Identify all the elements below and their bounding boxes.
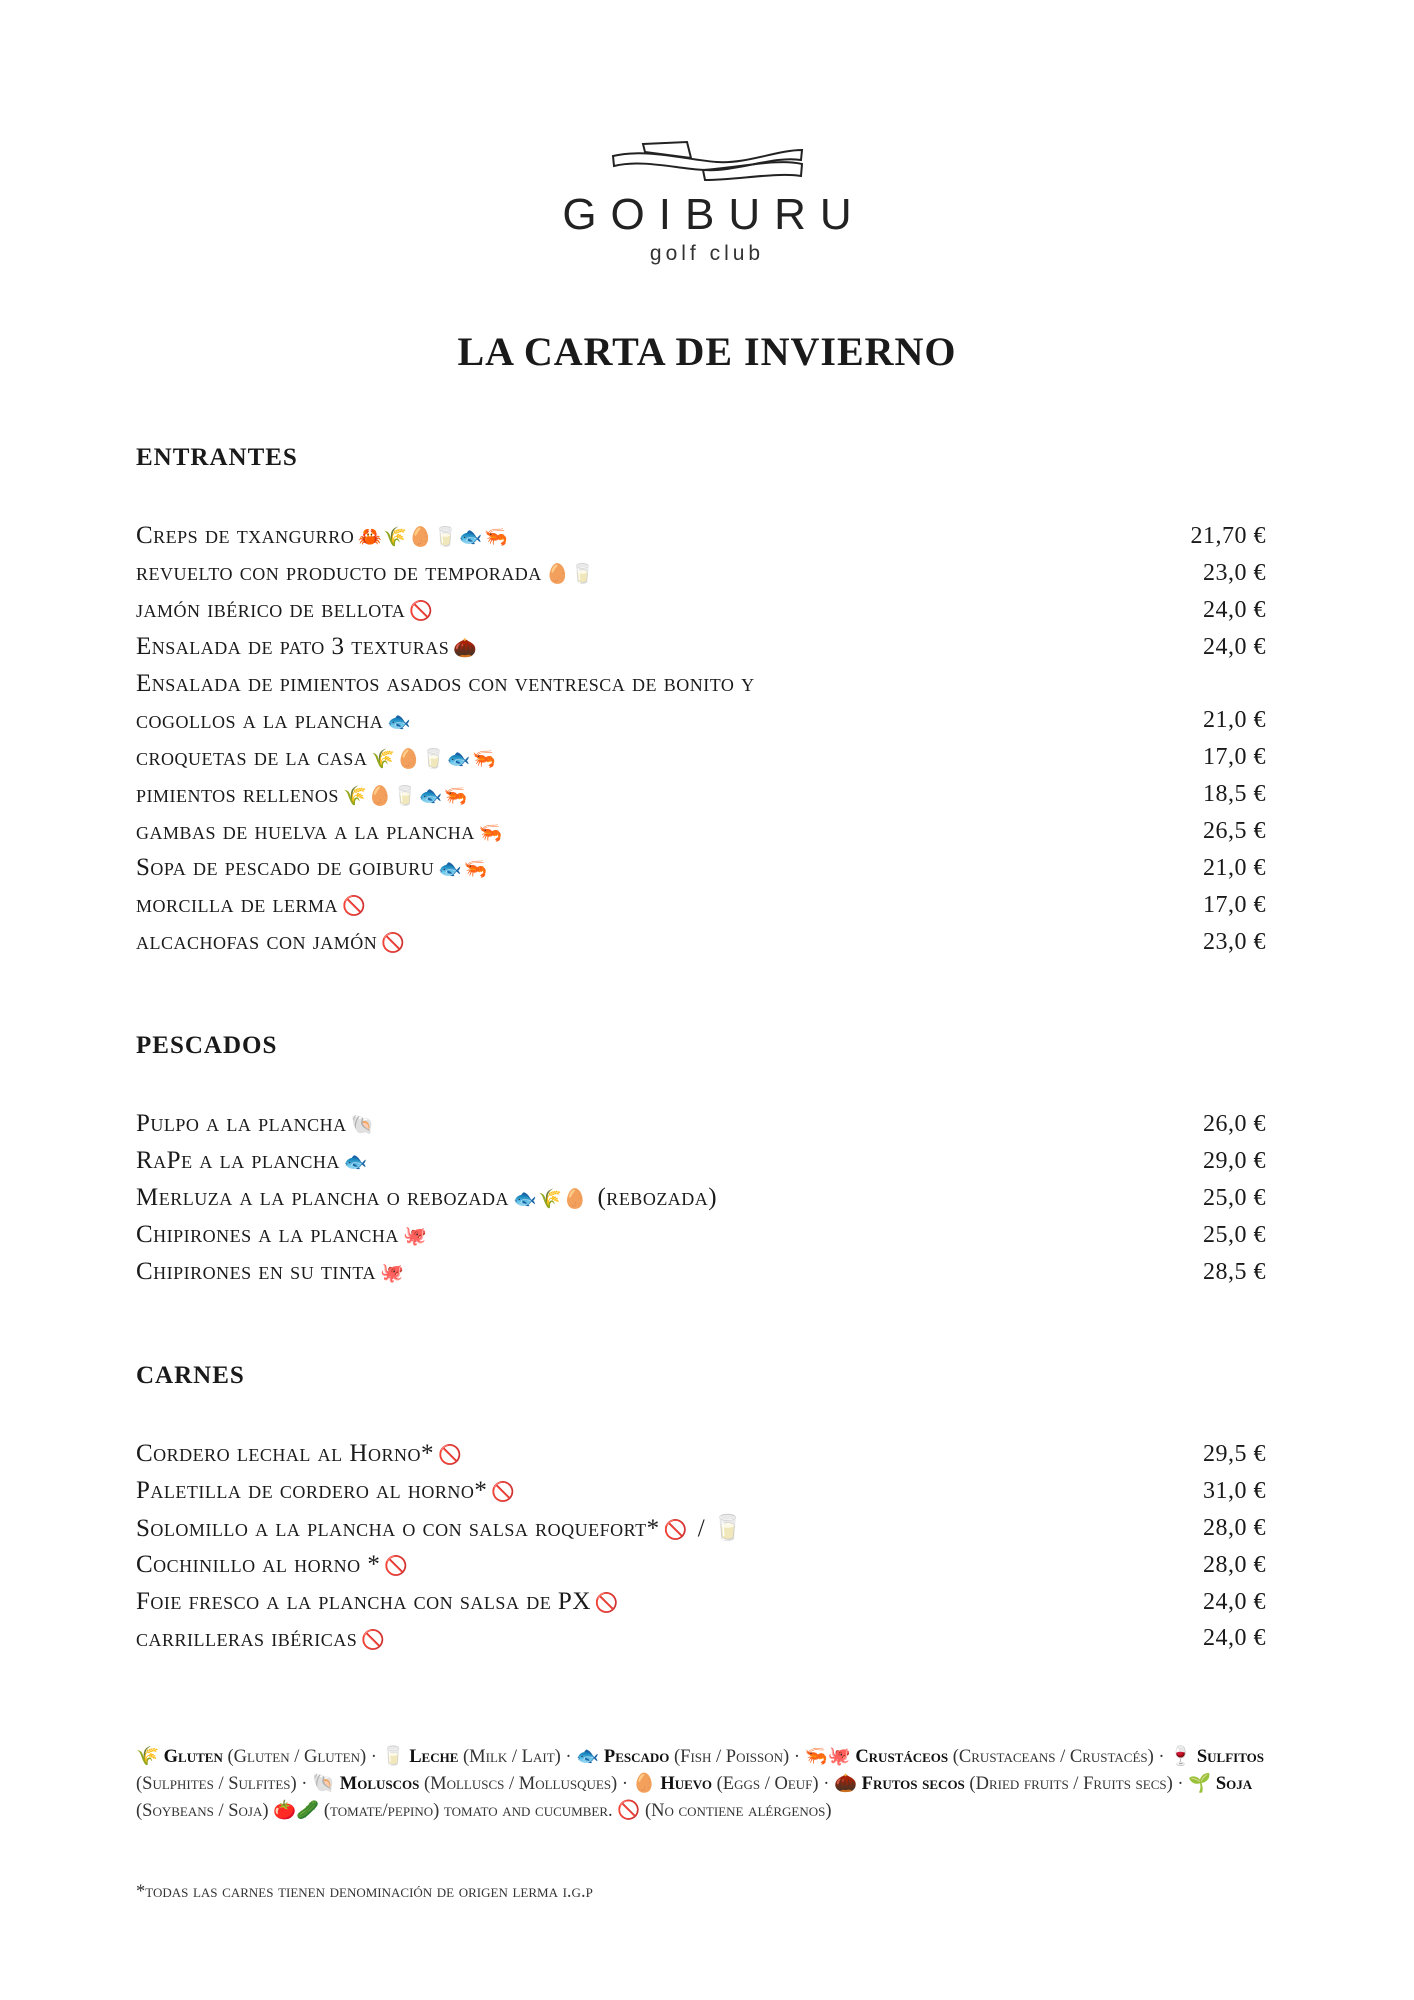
menu-item [136, 1106, 1266, 1143]
allergen-icon: 🍷 [1169, 1747, 1193, 1767]
menu-item [136, 813, 1266, 850]
dish-label: jamón ibérico de bellota [136, 596, 406, 624]
allergen-icon: 🌾 [136, 1747, 160, 1767]
dish-price: 25,0 € [1203, 1184, 1266, 1211]
allergen-icon: 🥚 [632, 1774, 656, 1794]
no-allergen-icon: 🚫 [342, 896, 367, 918]
allergen-name: Huevo [660, 1774, 713, 1794]
dish-price: 29,0 € [1203, 1147, 1266, 1174]
logo-waves-icon [607, 140, 807, 186]
section-heading: PESCADOS [136, 1032, 278, 1059]
legend-item [617, 1801, 831, 1821]
allergen-name: Crustáceos [855, 1747, 949, 1767]
menu-item [136, 555, 1266, 592]
dish-price: 29,5 € [1203, 1440, 1266, 1467]
legend-item [382, 1747, 572, 1767]
footnote: *todas las carnes tienen denominación de origen lerma i.g.p [136, 1882, 593, 1902]
gluten-icon: 🌾 [383, 527, 408, 549]
dish-price: 31,0 € [1203, 1477, 1266, 1504]
dish-price: 24,0 € [1203, 596, 1266, 623]
menu-item [136, 592, 1266, 629]
menu-item [136, 518, 1266, 555]
dish-name [136, 559, 1126, 587]
no-allergen-icon: 🚫 [663, 1519, 688, 1541]
dish-label: Solomillo a la plancha o con salsa roquefort* [136, 1514, 660, 1542]
dish-name [136, 522, 1126, 550]
dish-name [136, 1588, 1126, 1616]
menu-item [136, 1584, 1266, 1621]
legend-item [312, 1774, 628, 1794]
dish-label: carrilleras ibéricas [136, 1624, 358, 1652]
allergen-icon: 🐟 [576, 1747, 600, 1767]
dish-name [136, 596, 1126, 624]
dish-label: Chipirones a la plancha [136, 1221, 399, 1249]
allergen-name: Leche [409, 1747, 459, 1767]
fish-icon: 🐟 [387, 711, 412, 733]
dish-label: croquetas de la casa [136, 743, 368, 771]
no-allergen-icon: 🚫 [594, 1593, 620, 1614]
dish-label: morcilla de lerma [136, 891, 338, 919]
milk-icon: 🥛 [393, 785, 418, 807]
dish-label: Chipirones en su tinta [136, 1258, 376, 1285]
shrimp-icon: 🦐 [443, 785, 468, 807]
allergen-desc: (Sulphites / Sulfites) · [136, 1774, 308, 1794]
no-allergen-icon: 🚫 [409, 601, 434, 623]
dish-name [136, 854, 1126, 882]
crab-icon: 🦀 [358, 527, 383, 549]
menu-item [136, 739, 1266, 776]
dish-label: RaPe a la plancha [136, 1147, 340, 1175]
dish-name [136, 1514, 1126, 1543]
egg-icon: 🥚 [408, 527, 433, 549]
allergen-name: Gluten [163, 1747, 223, 1767]
dish-price: 24,0 € [1203, 1588, 1266, 1615]
dish-name [136, 818, 1126, 846]
allergen-icon: 🥛 [381, 1747, 405, 1767]
octopus-icon: 🐙 [379, 1263, 405, 1284]
section-entrantes [136, 444, 1266, 961]
dish-price: 28,0 € [1203, 1551, 1266, 1578]
dish-name [136, 928, 1126, 956]
no-allergen-icon: 🚫 [491, 1482, 516, 1504]
menu-item [136, 776, 1266, 813]
menu-item [136, 666, 1266, 703]
allergen-name: Frutos secos [861, 1774, 965, 1794]
milk-icon: 🥛 [421, 748, 446, 770]
section-carnes [136, 1362, 1266, 1657]
menu-item [136, 924, 1266, 961]
dish-label: cogollos a la plancha [136, 706, 384, 734]
menu-item [136, 1510, 1266, 1547]
shrimp-icon: 🦐 [472, 748, 497, 770]
allergen-desc: (Milk / Lait) · [463, 1747, 572, 1767]
dish-name [136, 891, 1126, 919]
section-heading: CARNES [136, 1362, 245, 1389]
menu-item [136, 850, 1266, 887]
no-allergen-icon: 🚫 [381, 933, 406, 955]
gluten-icon: 🌾 [342, 785, 368, 807]
allergen-desc: (No contiene alérgenos) [644, 1801, 832, 1821]
allergen-desc: (tomate/pepino) tomato and cucumber. [323, 1801, 613, 1821]
dish-note: (rebozada) [597, 1184, 718, 1212]
nut-icon: 🌰 [453, 638, 478, 660]
allergen-name: Pescado [603, 1747, 670, 1767]
menu-item [136, 1254, 1266, 1291]
milk-icon: 🥛 [433, 527, 458, 549]
dish-name [136, 744, 1126, 772]
fish-icon: 🐟 [512, 1189, 538, 1211]
legend-item [805, 1747, 1165, 1767]
menu-item [136, 702, 1266, 739]
dish-name [136, 781, 1126, 809]
menu-item [136, 1547, 1266, 1584]
dish-label: Cordero lechal al Horno* [136, 1440, 434, 1468]
dish-price: 21,0 € [1203, 707, 1266, 734]
dish-price: 17,0 € [1203, 891, 1266, 918]
dish-label: Creps de txangurro [136, 522, 355, 550]
menu-item [136, 629, 1266, 666]
shrimp-icon: 🦐 [478, 822, 503, 844]
no-allergen-icon: 🚫 [384, 1556, 409, 1578]
dish-name [136, 1110, 1126, 1138]
dish-note: / 🥛 [697, 1514, 744, 1542]
dish-name [136, 707, 1126, 735]
section-pescados [136, 1032, 1266, 1290]
menu-item [136, 1436, 1266, 1473]
dish-label: Pulpo a la plancha [136, 1110, 347, 1138]
fish-icon: 🐟 [446, 748, 472, 770]
dish-name [136, 1551, 1126, 1579]
dish-price: 28,5 € [1203, 1258, 1266, 1285]
dish-label: alcachofas con jamón [136, 928, 378, 956]
gluten-icon: 🌾 [538, 1189, 563, 1211]
legend-item [136, 1747, 377, 1767]
allergen-desc: (Soybeans / Soja) [136, 1801, 269, 1821]
logo [0, 140, 1414, 266]
egg-icon: 🥚 [563, 1189, 588, 1211]
dish-label: Ensalada de pato 3 texturas [136, 633, 450, 661]
dish-price: 25,0 € [1203, 1221, 1266, 1248]
egg-icon: 🥚 [396, 748, 421, 770]
allergen-desc: (Gluten / Gluten) · [227, 1747, 377, 1767]
section-heading: ENTRANTES [136, 444, 298, 471]
fish-icon: 🐟 [343, 1152, 368, 1174]
dish-name [136, 1440, 1126, 1468]
allergen-name: Sulfitos [1196, 1747, 1264, 1767]
fish-icon: 🐟 [418, 785, 443, 807]
allergen-icon: 🌱 [1188, 1774, 1212, 1794]
allergen-desc: (Molluscs / Mollusques) · [423, 1774, 629, 1794]
allergen-name: Soja [1215, 1774, 1253, 1794]
allergen-icon: 🦐🐙 [804, 1747, 851, 1767]
no-allergen-icon: 🚫 [361, 1629, 386, 1651]
egg-icon: 🥚 [545, 564, 570, 586]
menu-item [136, 1143, 1266, 1180]
legend-item [273, 1801, 612, 1821]
dish-name [136, 1258, 1126, 1286]
dish-name [136, 1147, 1126, 1175]
dish-price: 18,5 € [1203, 781, 1266, 808]
allergen-name: Moluscos [339, 1774, 420, 1794]
allergen-desc: (Dried fruits / Fruits secs) · [969, 1774, 1184, 1794]
menu-item [136, 1473, 1266, 1510]
menu-item [136, 1620, 1266, 1657]
menu-item [136, 887, 1266, 924]
dish-name [136, 670, 1126, 698]
dish-label: Foie fresco a la plancha con salsa de PX [136, 1588, 591, 1615]
dish-price: 17,0 € [1203, 744, 1266, 771]
dish-price: 24,0 € [1203, 1625, 1266, 1652]
dish-name [136, 1477, 1126, 1505]
allergen-icon: 🚫 [617, 1801, 641, 1821]
dish-price: 21,70 € [1190, 522, 1266, 549]
shrimp-icon: 🦐 [463, 859, 488, 881]
egg-icon: 🥚 [368, 785, 393, 807]
dish-label: Merluza a la plancha o rebozada [136, 1184, 509, 1212]
milk-icon: 🥛 [570, 564, 596, 586]
fish-icon: 🐟 [438, 859, 463, 881]
dish-price: 23,0 € [1203, 559, 1266, 586]
page-title: LA CARTA DE INVIERNO [457, 329, 957, 374]
allergen-desc: (Fish / Poisson) · [674, 1747, 800, 1767]
dish-price: 21,0 € [1203, 854, 1266, 881]
allergen-icon: 🌰 [834, 1774, 858, 1794]
dish-label: gambas de huelva a la plancha [136, 817, 475, 845]
allergen-legend [136, 1744, 1281, 1825]
no-allergen-icon: 🚫 [437, 1445, 463, 1467]
brand-name: GOIBURU [562, 190, 866, 239]
allergen-desc: (Eggs / Oeuf) · [716, 1774, 830, 1794]
allergen-desc: (Crustaceans / Crustacés) · [952, 1747, 1165, 1767]
dish-name [136, 633, 1126, 661]
octopus-icon: 🐙 [402, 1226, 428, 1248]
dish-label: Cochinillo al horno * [136, 1551, 381, 1579]
allergen-icon: 🍅🥒 [273, 1801, 320, 1821]
allergen-icon: 🐚 [312, 1774, 336, 1794]
dish-label: Ensalada de pimientos asados con ventresca de bonito y [136, 670, 755, 697]
mollusc-icon: 🐚 [350, 1115, 375, 1137]
legend-item [834, 1774, 1184, 1794]
fish-icon: 🐟 [458, 527, 484, 549]
dish-price: 26,5 € [1203, 818, 1266, 845]
dish-label: pimientos rellenos [136, 780, 339, 808]
dish-label: Paletilla de cordero al horno* [136, 1477, 488, 1505]
gluten-icon: 🌾 [371, 748, 396, 770]
menu-item [136, 1180, 1266, 1217]
dish-name [136, 1221, 1126, 1249]
dish-label: revuelto con producto de temporada [136, 559, 542, 587]
shrimp-icon: 🦐 [484, 527, 509, 549]
legend-item [633, 1774, 830, 1794]
dish-name [136, 1184, 1126, 1212]
dish-price: 23,0 € [1203, 928, 1266, 955]
legend-item [576, 1747, 800, 1767]
dish-label: Sopa de pescado de goiburu [136, 854, 435, 882]
menu-item [136, 1217, 1266, 1254]
dish-price: 26,0 € [1203, 1110, 1266, 1137]
dish-price: 28,0 € [1203, 1514, 1266, 1541]
dish-name [136, 1625, 1126, 1653]
dish-price: 24,0 € [1203, 633, 1266, 660]
brand-subtitle: golf club [649, 242, 765, 265]
